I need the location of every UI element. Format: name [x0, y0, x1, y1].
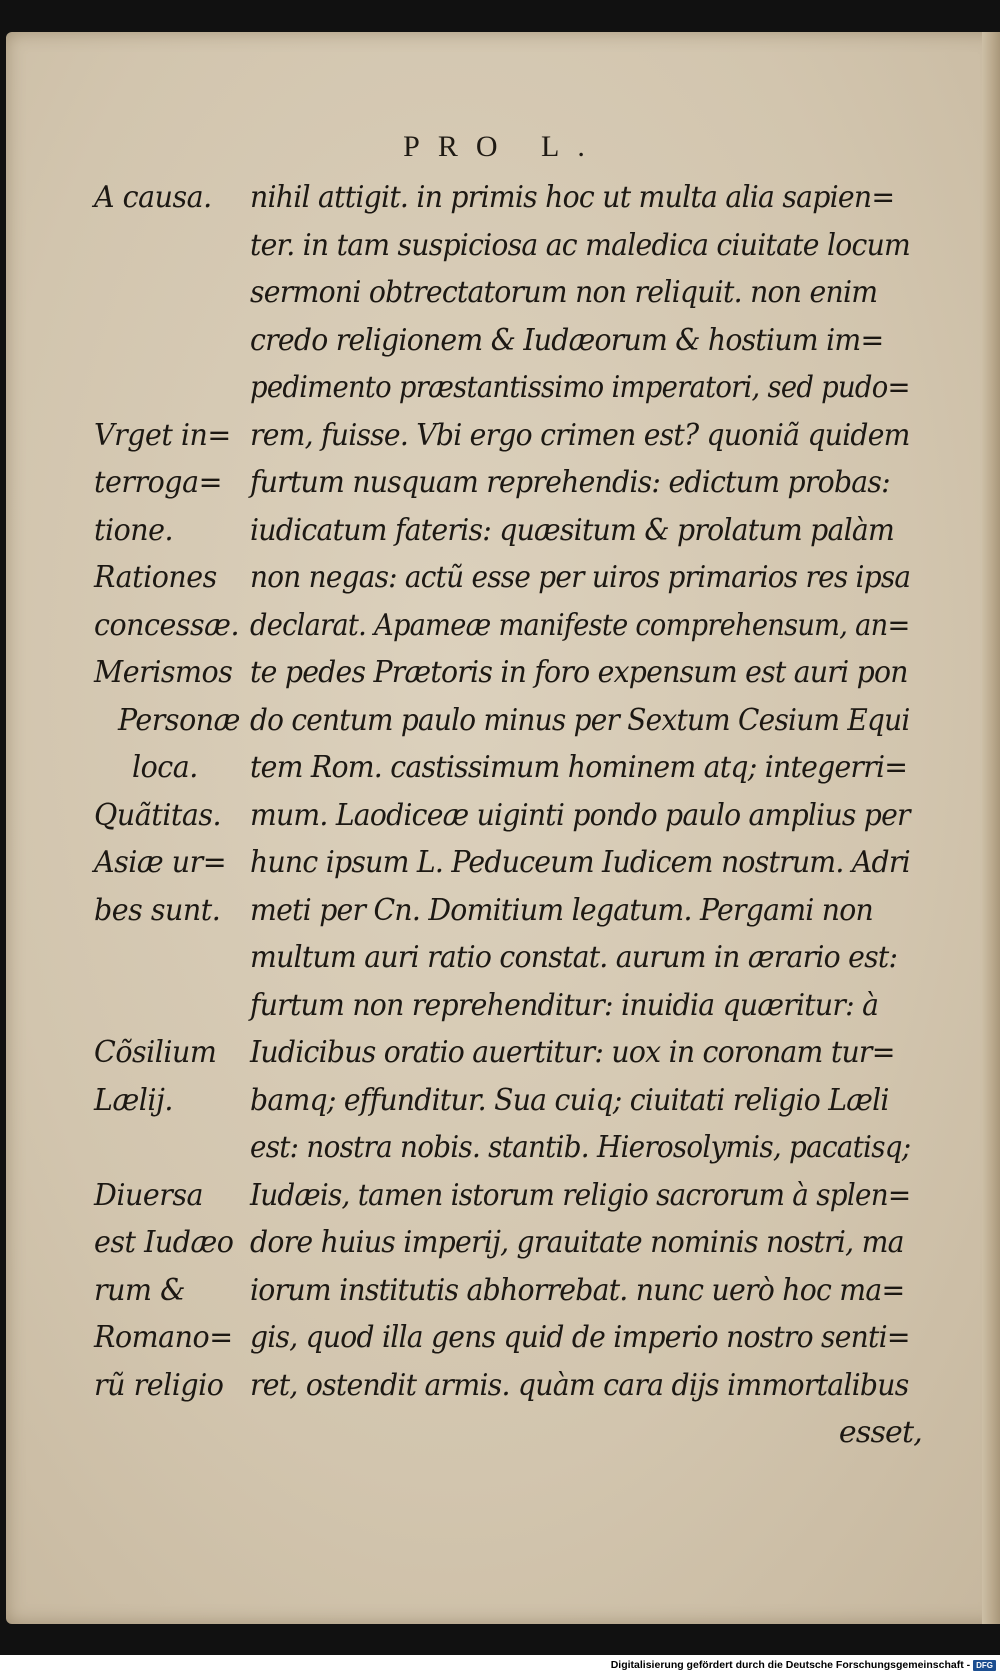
- main-text: dore huius imperij, grauitate nominis nostri, ma: [250, 1225, 904, 1260]
- marginal-note: Asiæ ur=: [94, 845, 227, 880]
- main-text: iorum institutis abhorrebat. nunc uerò hoc ma=: [250, 1272, 905, 1308]
- text-line: [6, 1130, 1000, 1178]
- text-line: [6, 180, 1000, 228]
- text-line: [6, 1178, 1000, 1226]
- main-text: declarat. Apameæ manifeste comprehensum, an=: [250, 607, 910, 643]
- marginal-note: tione.: [94, 512, 174, 548]
- text-line: [6, 1083, 1000, 1131]
- text-line: [6, 1368, 1000, 1416]
- text-line: [6, 845, 1000, 893]
- text-line: [6, 940, 1000, 988]
- marginal-note: rum &: [94, 1272, 186, 1308]
- main-text: ter. in tam suspiciosa ac maledica ciuitate locum: [250, 227, 911, 263]
- marginal-note: concessæ.: [94, 607, 240, 643]
- text-line: [6, 418, 1000, 466]
- main-text: non negas: actũ esse per uiros primarios res ipsa: [250, 560, 911, 595]
- text-line: [6, 750, 1000, 798]
- text-line: [6, 560, 1000, 608]
- marginal-note: loca.: [132, 750, 198, 785]
- main-text: furtum nusquam reprehendis: edictum probas:: [250, 465, 890, 500]
- main-text: iudicatum fateris: quæsitum & prolatum palàm: [250, 512, 895, 548]
- marginal-note: Personæ: [118, 702, 240, 738]
- main-text: hunc ipsum L. Peduceum Iudicem nostrum. Adri: [250, 845, 910, 880]
- text-line: [6, 1273, 1000, 1321]
- main-text: est: nostra nobis. stantib. Hierosolymis, pacatisq;: [250, 1130, 911, 1165]
- marginal-note: Romano=: [94, 1320, 233, 1355]
- main-text: esset,: [838, 1415, 922, 1450]
- text-block: [6, 180, 1000, 1463]
- marginal-note: A causa.: [94, 180, 212, 215]
- marginal-note: Vrget in=: [94, 417, 231, 453]
- text-line: [6, 1415, 1000, 1463]
- main-text: Iudæis, tamen istorum religio sacrorum à splen=: [250, 1177, 911, 1213]
- marginal-note: Lælij.: [94, 1082, 173, 1118]
- main-text: nihil attigit. in primis hoc ut multa alia sapien=: [250, 180, 895, 215]
- marginal-note: Diuersa: [94, 1177, 204, 1213]
- marginal-note: Cõsilium: [94, 1035, 217, 1070]
- text-line: [6, 988, 1000, 1036]
- marginal-note: Merismos: [94, 655, 233, 690]
- main-text: meti per Cn. Domitium legatum. Pergami non: [250, 892, 874, 928]
- main-text: mum. Laodiceæ uiginti pondo paulo amplius per: [250, 797, 910, 833]
- text-line: [6, 228, 1000, 276]
- main-text: pedimento præstantissimo imperatori, sed pudo=: [250, 370, 910, 405]
- marginal-note: rũ religio: [94, 1367, 224, 1403]
- digitization-credit: [611, 1658, 996, 1672]
- main-text: Iudicibus oratio auertitur: uox in coronam tur=: [250, 1035, 895, 1070]
- text-line: [6, 370, 1000, 418]
- main-text: gis, quod illa gens quid de imperio nostro senti=: [250, 1320, 910, 1355]
- dfg-logo: DFG: [973, 1660, 996, 1671]
- text-line: [6, 703, 1000, 751]
- text-line: [6, 275, 1000, 323]
- marginal-note: bes sunt.: [94, 892, 221, 928]
- text-line: [6, 1320, 1000, 1368]
- main-text: tem Rom. castissimum hominem atq; integerri=: [250, 750, 908, 785]
- text-line: [6, 1035, 1000, 1083]
- main-text: sermoni obtrectatorum non reliquit. non enim: [250, 275, 878, 310]
- text-line: [6, 798, 1000, 846]
- text-line: [6, 1225, 1000, 1273]
- marginal-note: est Iudæo: [94, 1225, 234, 1260]
- main-text: te pedes Prætoris in foro expensum est auri pon: [250, 655, 908, 690]
- book-page: [6, 32, 1000, 1624]
- text-line: [6, 655, 1000, 703]
- marginal-note: terroga=: [94, 465, 222, 500]
- credit-text: Digitalisierung gefördert durch die Deutsche Forschungsgemeinschaft -: [610, 1659, 971, 1671]
- main-text: do centum paulo minus per Sextum Cesium Equi: [250, 702, 910, 738]
- text-line: [6, 893, 1000, 941]
- marginal-note: Quãtitas.: [94, 797, 222, 833]
- main-text: ret, ostendit armis. quàm cara dijs immortalibus: [250, 1367, 909, 1403]
- main-text: rem, fuisse. Vbi ergo crimen est? quoniã quidem: [250, 417, 910, 453]
- text-line: [6, 608, 1000, 656]
- main-text: bamq; effunditur. Sua cuiq; ciuitati religio Læli: [250, 1082, 889, 1118]
- running-head: PRO L.: [403, 130, 603, 163]
- marginal-note: Rationes: [94, 560, 217, 595]
- main-text: multum auri ratio constat. aurum in ærario est:: [250, 940, 898, 975]
- text-line: [6, 465, 1000, 513]
- text-line: [6, 513, 1000, 561]
- main-text: furtum non reprehenditur: inuidia quæritur: à: [250, 987, 879, 1023]
- text-line: [6, 323, 1000, 371]
- main-text: credo religionem & Iudæorum & hostium im=: [250, 322, 884, 358]
